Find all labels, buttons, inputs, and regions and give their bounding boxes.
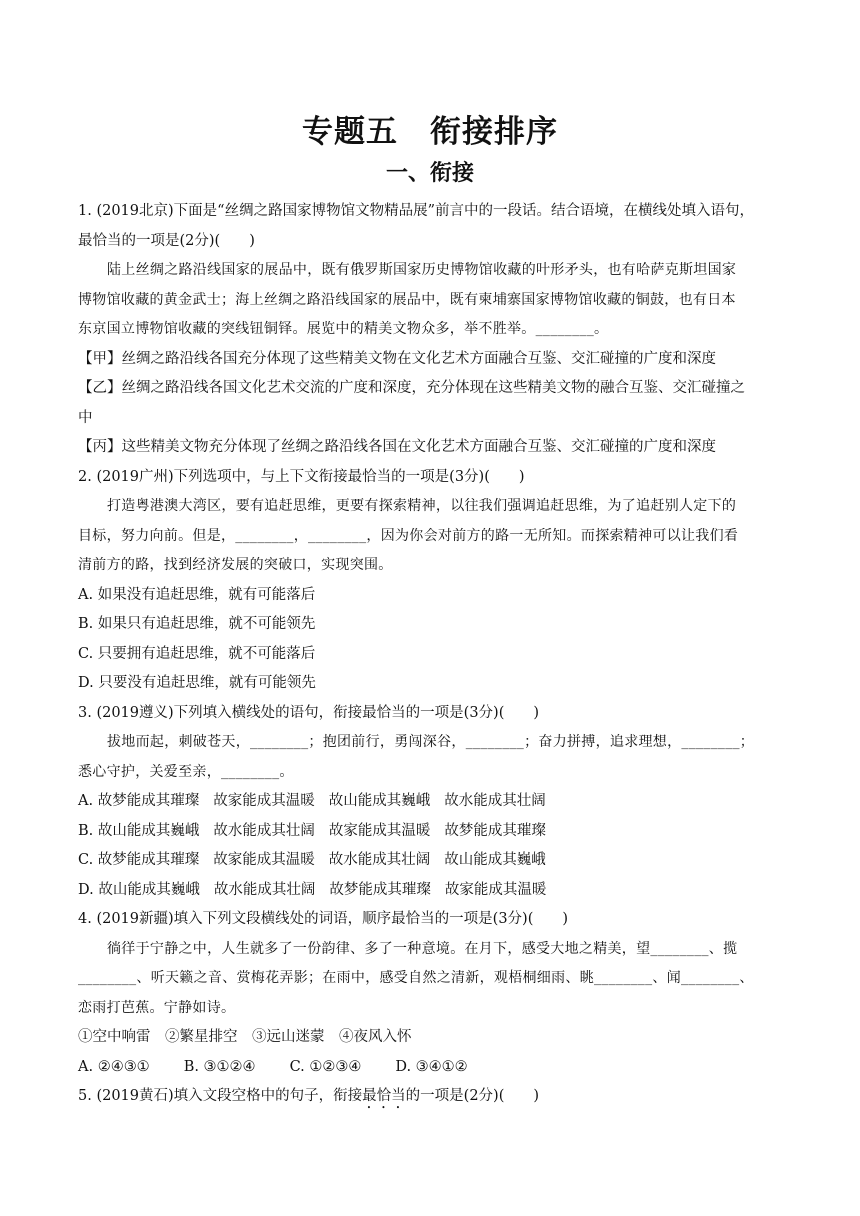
q4-option-a: A. ②④③① — [78, 1058, 150, 1075]
q4-passage: ________、听天籁之音、赏梅花弄影；在雨中，感受自然之清新，观梧桐细雨、眺________、闻________、 — [78, 970, 754, 986]
option-part: 故水能成其壮阔 — [213, 822, 315, 839]
q3-option-c — [78, 846, 784, 876]
q3-stem: 3. (2019遵义)下列填入横线处的语句，衔接最恰当的一项是(3分)( ) — [78, 704, 540, 721]
option-part: 故家能成其温暖 — [328, 822, 431, 839]
option-part: C. 故梦能成其璀璨 — [78, 852, 200, 868]
question-body — [78, 197, 784, 1112]
q1-passage: 陆上丝绸之路沿线国家的展品中，既有俄罗斯国家历史博物馆收藏的叶形矛头，也有哈萨克斯坦国家 — [107, 262, 737, 278]
option-part: 故梦能成其璀璨 — [329, 881, 431, 898]
q2-passage: 打造粤港澳大湾区，要有追赶思维，更要有探索精神，以往我们强调追赶思维，为了追赶别人定下的 — [107, 498, 737, 514]
q4-option-b: B. ③①②④ — [183, 1058, 256, 1075]
q5-stem-end: 的一项是(2分)( ) — [405, 1088, 540, 1104]
q4-stem: 4. (2019新疆)填入下列文段横线处的词语，顺序最恰当的一项是(3分)( ) — [78, 911, 569, 927]
q1-option-yi-cont: 中 — [78, 409, 93, 426]
option-part: 故家能成其温暖 — [213, 852, 315, 868]
q2-option-a: A. 如果没有追赶思维，就有可能落后 — [78, 586, 316, 603]
option-part: 故家能成其温暖 — [213, 793, 315, 809]
option-part: B. 故山能成其巍峨 — [78, 822, 200, 839]
q5-stem-emphasis: 最恰当 — [362, 1088, 406, 1104]
q4-option-d: D. ③④①② — [395, 1058, 468, 1075]
option-part: 故家能成其温暖 — [444, 881, 547, 898]
section-heading: 一、衔接 — [385, 161, 474, 186]
q4-options — [78, 1053, 784, 1083]
q1-option-yi: 【乙】丝绸之路沿线各国文化艺术交流的广度和深度，充分体现在这些精美文物的融合互鉴、交汇碰撞之 — [78, 380, 745, 396]
option-part: 故山能成其巍峨 — [444, 852, 546, 868]
q1-option-jia: 【甲】丝绸之路沿线各国充分体现了这些精美文物在文化艺术方面融合互鉴、交汇碰撞的广度和深度 — [78, 350, 716, 367]
q2-passage: 清前方的路，找到经济发展的突破口，实现突围。 — [78, 557, 393, 573]
q3-option-a — [78, 787, 784, 817]
q4-passage: 恋雨打芭蕉。宁静如诗。 — [78, 999, 236, 1016]
q1-option-bing: 【丙】这些精美文物充分体现了丝绸之路沿线各国在文化艺术方面融合互鉴、交汇碰撞的广度和深度 — [78, 439, 716, 455]
q5-stem — [78, 1082, 784, 1112]
q1-stem: 1. (2019北京)下面是“丝绸之路国家博物馆文物精品展”前言中的一段话。结合语境，在横线处填入语句， — [78, 203, 754, 219]
option-part: D. 故山能成其巍峨 — [78, 881, 200, 898]
q1-passage: 东京国立博物馆收藏的突线钮铜铎。展览中的精美文物众多，举不胜举。________。 — [78, 321, 609, 337]
q1-stem-cont: 最恰当的一项是(2分)( ) — [78, 232, 255, 249]
q2-option-c: C. 只要拥有追赶思维，就不可能落后 — [78, 645, 316, 662]
q4-passage: 徜徉于宁静之中，人生就多了一份韵律、多了一种意境。在月下，感受大地之精美，望________、揽 — [107, 940, 738, 957]
option-part: 故水能成其壮阔 — [444, 793, 546, 809]
q3-option-d — [78, 876, 784, 906]
option-part: 故水能成其壮阔 — [328, 852, 431, 868]
q4-items: ①空中响雷 ②繁星排空 ③远山迷蒙 ④夜风入怀 — [78, 1029, 412, 1045]
q2-option-b: B. 如果只有追赶思维，就不可能领先 — [78, 616, 316, 632]
q3-passage: 拔地而起，刺破苍天，________；抱团前行，勇闯深谷，________；奋力拼搏，追求理想，________； — [107, 734, 755, 750]
option-part: 故梦能成其璀璨 — [444, 822, 546, 839]
q2-option-d: D. 只要没有追赶思维，就有可能领先 — [78, 675, 316, 691]
page-title: 专题五 衔接排序 — [302, 114, 558, 150]
option-part: 故水能成其壮阔 — [213, 881, 316, 898]
q3-passage: 悉心守护，关爱至亲，________。 — [78, 763, 294, 780]
option-part: A. 故梦能成其璀璨 — [78, 793, 200, 809]
q2-stem: 2. (2019广州)下列选项中，与上下文衔接最恰当的一项是(3分)( ) — [78, 468, 525, 485]
q5-stem-start: 5. (2019黄石)填入文段空格中的句子，衔接 — [78, 1088, 363, 1104]
q2-passage: 目标，努力向前。但是，________，________，因为你会对前方的路一无所知。而探索精神可以让我们看 — [78, 527, 739, 544]
q4-option-c: C. ①②③④ — [289, 1058, 362, 1075]
q1-passage: 博物馆收藏的黄金武士；海上丝绸之路沿线国家的展品中，既有柬埔寨国家博物馆收藏的铜鼓，也有日本 — [78, 291, 736, 308]
q3-option-b — [78, 817, 784, 847]
option-part: 故山能成其巍峨 — [328, 793, 431, 809]
